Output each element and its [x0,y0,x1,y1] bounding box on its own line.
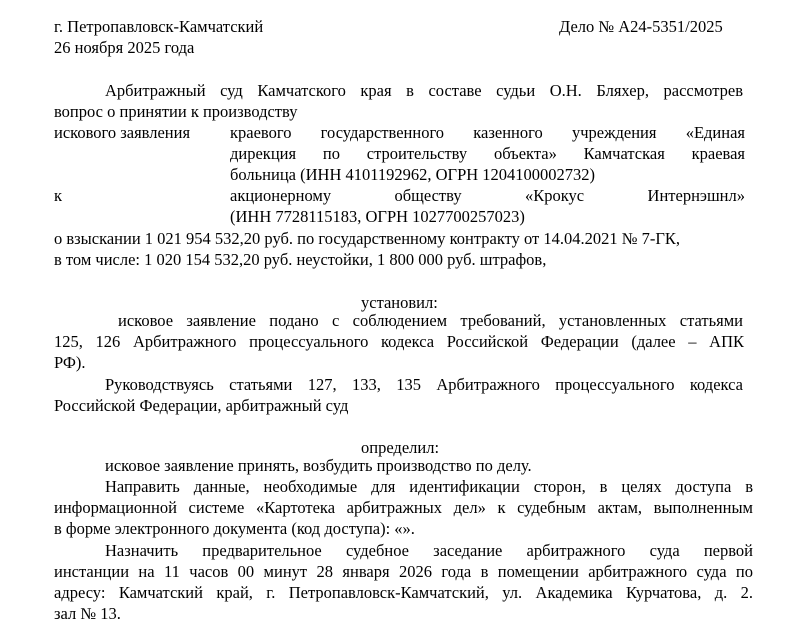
determined-item-2-line-1: Направить данные, необходимые для идентификации сторон, в целях доступа в [105,477,753,496]
subject-line-2: в том числе: 1 020 154 532,20 руб. неустойки, 1 800 000 руб. штрафов, [54,250,547,269]
established-p2-line-1: Руководствуясь статьями 127, 133, 135 Арбитражного процессуального кодекса [105,375,743,394]
determined-item-3-line-2: инстанции на 11 часов 00 минут 28 января 2026 года в помещении арбитражного суда по [54,562,753,581]
claim-label: искового заявления [54,123,191,142]
established-p2-line-2: Российской Федерации, арбитражный суд [54,396,349,415]
defendant-line-2: (ИНН 7728115183, ОГРН 1027700257023) [230,207,525,226]
determined-heading: определил: [361,438,440,457]
established-p1-line-3: РФ). [54,353,86,372]
established-heading: установил: [361,293,438,312]
determined-item-2-line-2: информационной системе «Картотека арбитражных дел» к судебным актам, выполненным [54,498,753,517]
to-label: к [54,186,63,205]
ruling-date: 26 ноября 2025 года [54,38,195,57]
determined-item-2-line-3: в форме электронного документа (код доступа): «». [54,519,415,538]
plaintiff-line-2: дирекция по строительству объекта» Камчатская краевая [230,144,745,163]
determined-item-3-line-3: адресу: Камчатский край, г. Петропавловск-Камчатский, ул. Академика Курчатова, д. 2. [54,583,753,602]
defendant-line-1: акционерному обществу «Крокус Интернэшнл» [230,186,745,205]
determined-item-3-line-1: Назначить предварительное судебное заседание арбитражного суда первой [105,541,753,560]
intro-line-2: вопрос о принятии к производству [54,102,298,121]
case-number: Дело № А24-5351/2025 [559,17,723,36]
intro-line-1: Арбитражный суд Камчатского края в составе судьи О.Н. Бляхер, рассмотрев [105,81,743,100]
subject-line-1: о взыскании 1 021 954 532,20 руб. по государственному контракту от 14.04.2021 № 7-ГК, [54,229,681,248]
determined-item-1: исковое заявление принять, возбудить производство по делу. [105,456,532,475]
established-p1-line-1: исковое заявление подано с соблюдением требований, установленных статьями [118,311,743,330]
plaintiff-line-3: больница (ИНН 4101192962, ОГРН 1204100002732) [230,165,596,184]
city-line: г. Петропавловск-Камчатский [54,17,264,36]
established-p1-line-2: 125, 126 Арбитражного процессуального кодекса Российской Федерации (далее – АПК [54,332,744,351]
plaintiff-line-1: краевого государственного казенного учреждения «Единая [230,123,745,142]
determined-item-3-line-4: зал № 13. [54,604,121,623]
